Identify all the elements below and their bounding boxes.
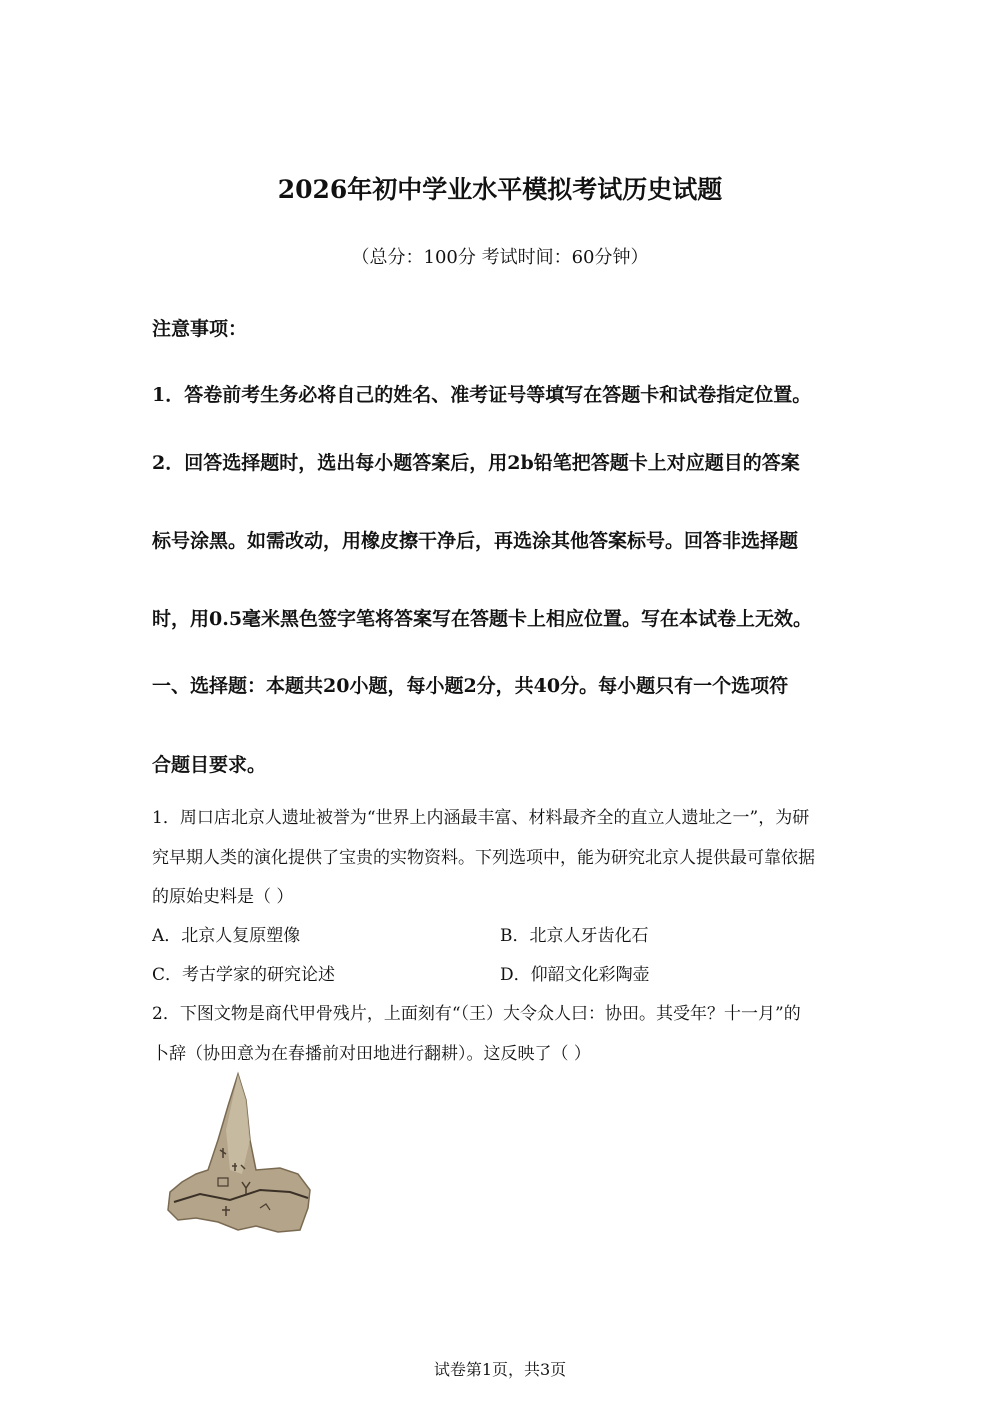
question-1-line-1: 1．周口店北京人遗址被誉为“世界上内涵最丰富、材料最齐全的直立人遗址之一”，为研 (152, 808, 810, 828)
question-1-option-c: C．考古学家的研究论述 (152, 965, 336, 985)
question-2-line-2: 卜辞（协田意为在春播前对田地进行翻耕）。这反映了（ ） (152, 1044, 591, 1064)
exam-title: 2026年初中学业水平模拟考试历史试题 (277, 175, 723, 204)
page-footer: 试卷第1页，共3页 (433, 1360, 567, 1379)
section-heading-line-1: 一、选择题：本题共20小题，每小题2分，共40分。每小题只有一个选项符 (152, 675, 789, 697)
notice-heading: 注意事项： (152, 318, 248, 340)
question-2-line-1: 2．下图文物是商代甲骨残片，上面刻有“（王）大令众人曰：协田。其受年？十一月”的 (152, 1004, 801, 1024)
exam-subtitle: （总分：100分 考试时间：60分钟） (351, 247, 649, 268)
notice-item-2-line-3: 时，用0.5毫米黑色签字笔将答案写在答题卡上相应位置。写在本试卷上无效。 (152, 608, 813, 630)
section-heading-line-2: 合题目要求。 (152, 754, 267, 776)
notice-item-2-line-1: 2．回答选择题时，选出每小题答案后，用2b铅笔把答题卡上对应题目的答案 (152, 452, 800, 474)
question-1-line-3: 的原始史料是（ ） (152, 887, 294, 907)
question-1-option-d: D．仰韶文化彩陶壶 (500, 965, 650, 985)
notice-item-2-line-2: 标号涂黑。如需改动，用橡皮擦干净后，再选涂其他答案标号。回答非选择题 (152, 530, 799, 552)
question-1-option-a: A．北京人复原塑像 (152, 926, 301, 946)
notice-item-1: 1．答卷前考生务必将自己的姓名、准考证号等填写在答题卡和试卷指定位置。 (152, 384, 812, 406)
oracle-bone-fragment-image (160, 1070, 315, 1240)
question-1-line-2: 究早期人类的演化提供了宝贵的实物资料。下列选项中，能为研究北京人提供最可靠依据 (152, 848, 815, 868)
question-1-option-b: B．北京人牙齿化石 (500, 926, 649, 946)
